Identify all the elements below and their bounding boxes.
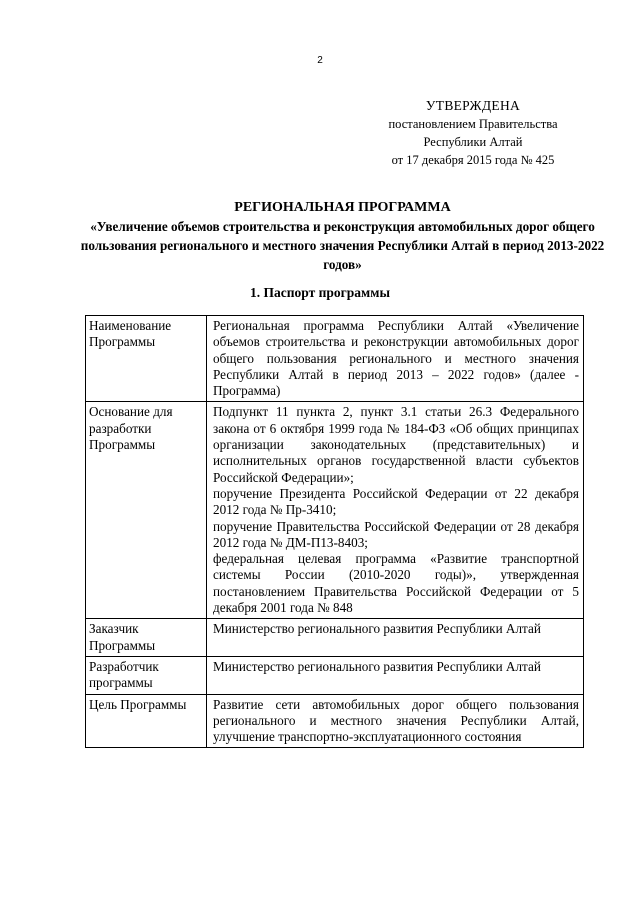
passport-table — [85, 315, 584, 748]
row-value — [207, 402, 584, 619]
table-row — [86, 656, 584, 694]
document-subtitle: «Увеличение объемов строительства и реконструкция автомобильных дорог общего пользования регионального и местного значения Республики Алтай в период 2013-2022 годов» — [80, 219, 605, 272]
row-value — [207, 619, 584, 657]
row-paragraph: поручение Президента Российской Федерации от 22 декабря 2012 года № Пр-3410; — [213, 485, 579, 518]
row-value — [207, 694, 584, 748]
row-label: Заказчик Программы — [86, 619, 207, 657]
table-row — [86, 619, 584, 657]
row-label: Цель Программы — [86, 694, 207, 748]
row-paragraph: Развитие сети автомобильных дорог общего пользования регионального и местного значения Республики Алтай, улучшение транспортно-эксплуатационного состояния — [213, 696, 579, 745]
row-label: Основание для разработки Программы — [86, 402, 207, 619]
approval-block — [355, 97, 591, 169]
row-paragraph: Министерство регионального развития Республики Алтай — [213, 658, 541, 674]
row-label: Разработчик программы — [86, 656, 207, 694]
page-number: 2 — [317, 55, 323, 66]
approval-line: Республики Алтай — [423, 135, 523, 149]
row-paragraph: Региональная программа Республики Алтай «Увеличение объемов строительства и реконструкции автомобильных дорог общего пользования регионального и местного значения Республики Алтай в период 2013 – 2022 годов» (далее - Программа) — [213, 318, 579, 399]
row-paragraph: федеральная целевая программа «Развитие транспортной системы России (2010-2020 годы)», утвержденная постановлением Правительства Российской Федерации от 5 декабря 2001 года № 848 — [213, 551, 579, 616]
document-heading — [70, 198, 615, 274]
row-value — [207, 316, 584, 402]
table-row — [86, 694, 584, 748]
document-title: РЕГИОНАЛЬНАЯ ПРОГРАММА — [234, 200, 451, 215]
row-label: Наименование Программы — [86, 316, 207, 402]
row-paragraph: поручение Правительства Российской Федерации от 28 декабря 2012 года № ДМ-П13-8403; — [213, 518, 579, 550]
row-value — [207, 656, 584, 694]
approval-title: УТВЕРЖДЕНА — [425, 98, 521, 113]
approval-line: постановлением Правительства — [388, 117, 558, 131]
row-paragraph: Министерство регионального развития Республики Алтай — [213, 621, 541, 637]
row-paragraph: Подпункт 11 пункта 2, пункт 3.1 статьи 26.3 Федерального закона от 6 октября 1999 года № 184-ФЗ «Об общих принципах организации законодательных (представительных) и исполнительных органов государственной власти субъектов Российской Федерации»; — [213, 404, 579, 485]
section-title: 1. Паспорт программы — [250, 285, 390, 300]
approval-line: от 17 декабря 2015 года № 425 — [391, 153, 555, 167]
table-row — [86, 316, 584, 402]
table-row — [86, 402, 584, 619]
